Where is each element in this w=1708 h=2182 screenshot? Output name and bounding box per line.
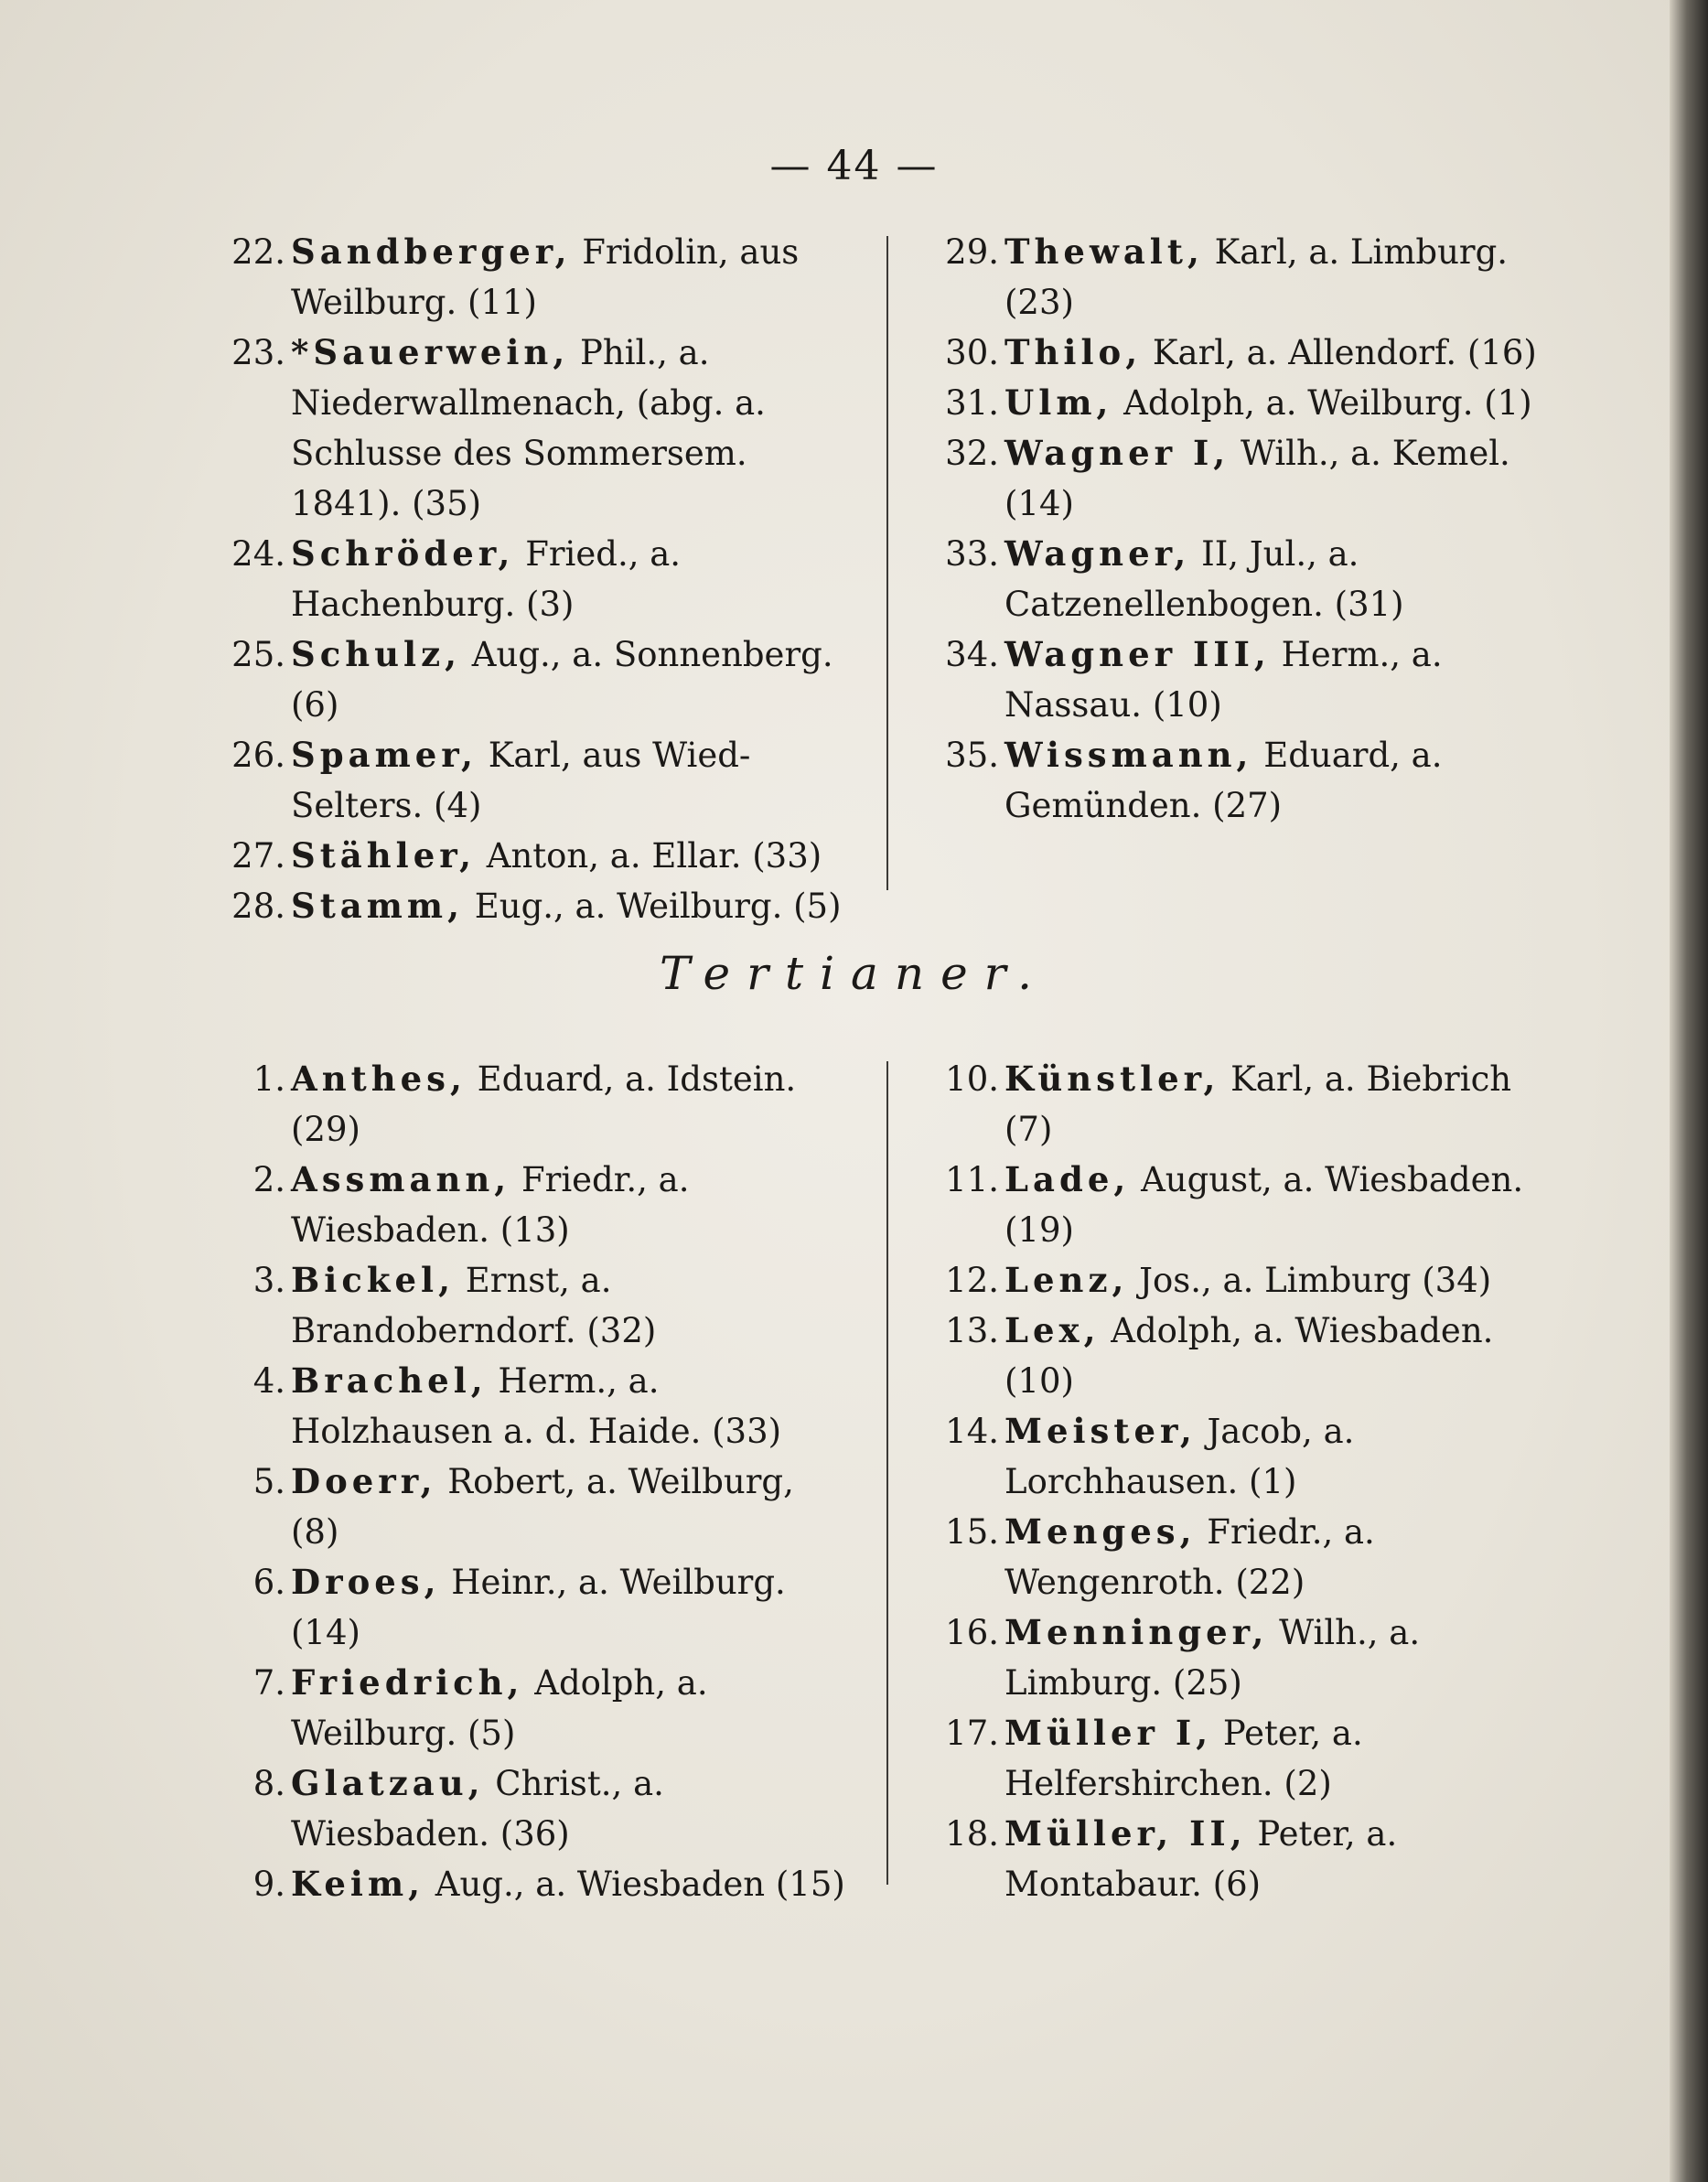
entry-number: 31.	[945, 383, 999, 423]
entry-number: 10.	[945, 1059, 999, 1099]
list-item	[933, 227, 1564, 328]
list-item	[220, 529, 846, 629]
entry-number: 24.	[231, 534, 285, 574]
entry-details: Christ., a. Wiesbaden. (36)	[291, 1764, 664, 1854]
entry-surname: *Sauerwein,	[291, 332, 570, 372]
list-item	[220, 1356, 846, 1456]
page-edge	[1670, 0, 1708, 2182]
entry-number: 35.	[945, 736, 999, 775]
entry-surname: Lade,	[1004, 1159, 1131, 1199]
entry-surname: Wissmann,	[1004, 735, 1253, 775]
entry-number: 6.	[252, 1563, 285, 1602]
entry-details: Friedr., a. Wiesbaden. (13)	[291, 1160, 690, 1250]
list-item	[220, 328, 846, 529]
list-item	[933, 730, 1564, 831]
entry-number: 22.	[231, 232, 285, 272]
entry-surname: Lex,	[1004, 1310, 1101, 1350]
entry-number: 26.	[231, 736, 285, 775]
entry-surname: Droes,	[291, 1562, 441, 1602]
entry-surname: Thilo,	[1004, 332, 1143, 372]
entry-number: 18.	[945, 1814, 999, 1854]
list-item	[220, 1557, 846, 1658]
entry-number: 3.	[252, 1261, 285, 1300]
page-number: — 44 —	[769, 143, 939, 189]
list-item	[933, 1155, 1564, 1255]
list-item	[933, 529, 1564, 629]
entry-number: 12.	[945, 1261, 999, 1300]
entry-details: Friedr., a. Wengenroth. (22)	[1004, 1512, 1375, 1602]
entry-details: Robert, a. Weilburg, (8)	[291, 1462, 794, 1552]
list-item	[933, 1708, 1564, 1809]
section-title: Tertianer.	[660, 947, 1048, 1000]
entry-details: Adolph, a. Weilburg. (1)	[1123, 383, 1532, 423]
entry-details: Anton, a. Ellar. (33)	[486, 836, 822, 876]
list-item	[933, 378, 1564, 428]
entry-details: Karl, aus Wied-Selters. (4)	[291, 736, 751, 825]
entry-details: Karl, a. Limburg. (23)	[1004, 232, 1509, 322]
list-item	[933, 1607, 1564, 1708]
entry-surname: Stähler,	[291, 835, 476, 876]
entry-details: Adolph, a. Weilburg. (5)	[291, 1663, 708, 1753]
list-item	[933, 629, 1564, 730]
entry-details: August, a. Wiesbaden. (19)	[1004, 1160, 1524, 1250]
list-item	[933, 328, 1564, 378]
entry-surname: Menges,	[1004, 1511, 1197, 1552]
tertianer-left-column	[220, 1054, 846, 1909]
entry-details: Herm., a. Holzhausen a. d. Haide. (33)	[291, 1361, 782, 1451]
entry-number: 34.	[945, 635, 999, 674]
top-column-divider	[886, 236, 888, 890]
list-item	[220, 1758, 846, 1859]
entry-surname: Müller, II,	[1004, 1813, 1247, 1854]
entry-number: 17.	[945, 1714, 999, 1753]
entry-surname: Wagner III,	[1004, 634, 1271, 674]
entry-number: 8.	[252, 1764, 285, 1803]
list-item	[933, 1507, 1564, 1607]
entry-details: Aug., a. Wiesbaden (15)	[435, 1865, 845, 1904]
entry-details: Karl, a. Biebrich (7)	[1004, 1059, 1512, 1149]
entry-surname: Wagner I,	[1004, 433, 1230, 473]
entry-details: Karl, a. Allendorf. (16)	[1152, 333, 1537, 372]
list-item	[220, 227, 846, 328]
entry-details: II, Jul., a. Catzenellenbogen. (31)	[1004, 534, 1404, 624]
entry-details: Eduard, a. Idstein. (29)	[291, 1059, 797, 1149]
list-item	[220, 1859, 846, 1909]
entry-number: 11.	[945, 1160, 999, 1199]
top-right-column	[933, 227, 1564, 831]
entry-surname: Friedrich,	[291, 1662, 524, 1703]
entry-surname: Künstler,	[1004, 1059, 1220, 1099]
entry-details: Eduard, a. Gemünden. (27)	[1004, 736, 1443, 825]
entry-number: 33.	[945, 534, 999, 574]
entry-surname: Müller I,	[1004, 1713, 1213, 1753]
entry-details: Phil., a. Niederwallmenach, (abg. a. Schlusse des Sommersem. 1841). (35)	[291, 333, 766, 523]
entry-number: 9.	[252, 1865, 285, 1904]
entry-details: Jos., a. Limburg (34)	[1139, 1261, 1492, 1300]
entry-surname: Ulm,	[1004, 382, 1113, 423]
entry-surname: Menninger,	[1004, 1612, 1269, 1652]
entry-surname: Wagner,	[1004, 533, 1191, 574]
list-item	[220, 1155, 846, 1255]
list-item	[933, 1406, 1564, 1507]
entry-number: 5.	[252, 1462, 285, 1501]
list-item	[933, 1054, 1564, 1155]
entry-details: Fried., a. Hachenburg. (3)	[291, 534, 682, 624]
entry-number: 30.	[945, 333, 999, 372]
list-item	[220, 629, 846, 730]
entry-number: 16.	[945, 1613, 999, 1652]
entry-details: Fridolin, aus Weilburg. (11)	[291, 232, 800, 322]
entry-details: Peter, a. Montabaur. (6)	[1004, 1814, 1398, 1904]
entry-details: Aug., a. Sonnenberg. (6)	[291, 635, 833, 725]
list-item	[220, 1658, 846, 1758]
entry-surname: Spamer,	[291, 735, 478, 775]
entry-details: Herm., a. Nassau. (10)	[1004, 635, 1443, 725]
entry-details: Ernst, a. Brandoberndorf. (32)	[291, 1261, 657, 1350]
list-item	[220, 730, 846, 831]
entry-surname: Lenz,	[1004, 1260, 1129, 1300]
entry-details: Adolph, a. Wiesbaden. (10)	[1004, 1311, 1494, 1401]
entry-surname: Schröder,	[291, 533, 515, 574]
entry-details: Jacob, a. Lorchhausen. (1)	[1004, 1412, 1355, 1501]
entry-number: 14.	[945, 1412, 999, 1451]
entry-surname: Stamm,	[291, 886, 464, 926]
entry-details: Peter, a. Helfershirchen. (2)	[1004, 1714, 1363, 1803]
entry-number: 28.	[231, 887, 285, 926]
entry-number: 29.	[945, 232, 999, 272]
entry-details: Wilh., a. Limburg. (25)	[1004, 1613, 1421, 1703]
entry-number: 4.	[252, 1361, 285, 1401]
bottom-column-divider	[886, 1061, 888, 1885]
entry-surname: Doerr,	[291, 1461, 437, 1501]
tertianer-right-column	[933, 1054, 1564, 1909]
list-item	[220, 1456, 846, 1557]
entry-number: 23.	[231, 333, 285, 372]
entry-surname: Meister,	[1004, 1411, 1197, 1451]
top-left-column	[220, 227, 846, 931]
entry-number: 13.	[945, 1311, 999, 1350]
list-item	[933, 1255, 1564, 1306]
entry-number: 32.	[945, 434, 999, 473]
list-item	[933, 1306, 1564, 1406]
entry-number: 7.	[252, 1663, 285, 1703]
entry-surname: Glatzau,	[291, 1763, 485, 1803]
list-item	[933, 428, 1564, 529]
list-item	[220, 1054, 846, 1155]
list-item	[220, 831, 846, 881]
entry-details: Eug., a. Weilburg. (5)	[474, 887, 842, 926]
entry-surname: Assmann,	[291, 1159, 511, 1199]
entry-surname: Schulz,	[291, 634, 461, 674]
entry-details: Wilh., a. Kemel. (14)	[1004, 434, 1510, 523]
list-item	[220, 881, 846, 931]
entry-number: 15.	[945, 1512, 999, 1552]
entry-surname: Brachel,	[291, 1360, 488, 1401]
list-item	[220, 1255, 846, 1356]
entry-surname: Sandberger,	[291, 231, 572, 272]
list-item	[933, 1809, 1564, 1909]
entry-surname: Anthes,	[291, 1059, 467, 1099]
entry-number: 2.	[252, 1160, 285, 1199]
entry-surname: Keim,	[291, 1864, 424, 1904]
entry-number: 27.	[231, 836, 285, 876]
entry-surname: Bickel,	[291, 1260, 455, 1300]
entry-number: 25.	[231, 635, 285, 674]
entry-surname: Thewalt,	[1004, 231, 1204, 272]
entry-details: Heinr., a. Weilburg. (14)	[291, 1563, 786, 1652]
entry-number: 1.	[252, 1059, 285, 1099]
